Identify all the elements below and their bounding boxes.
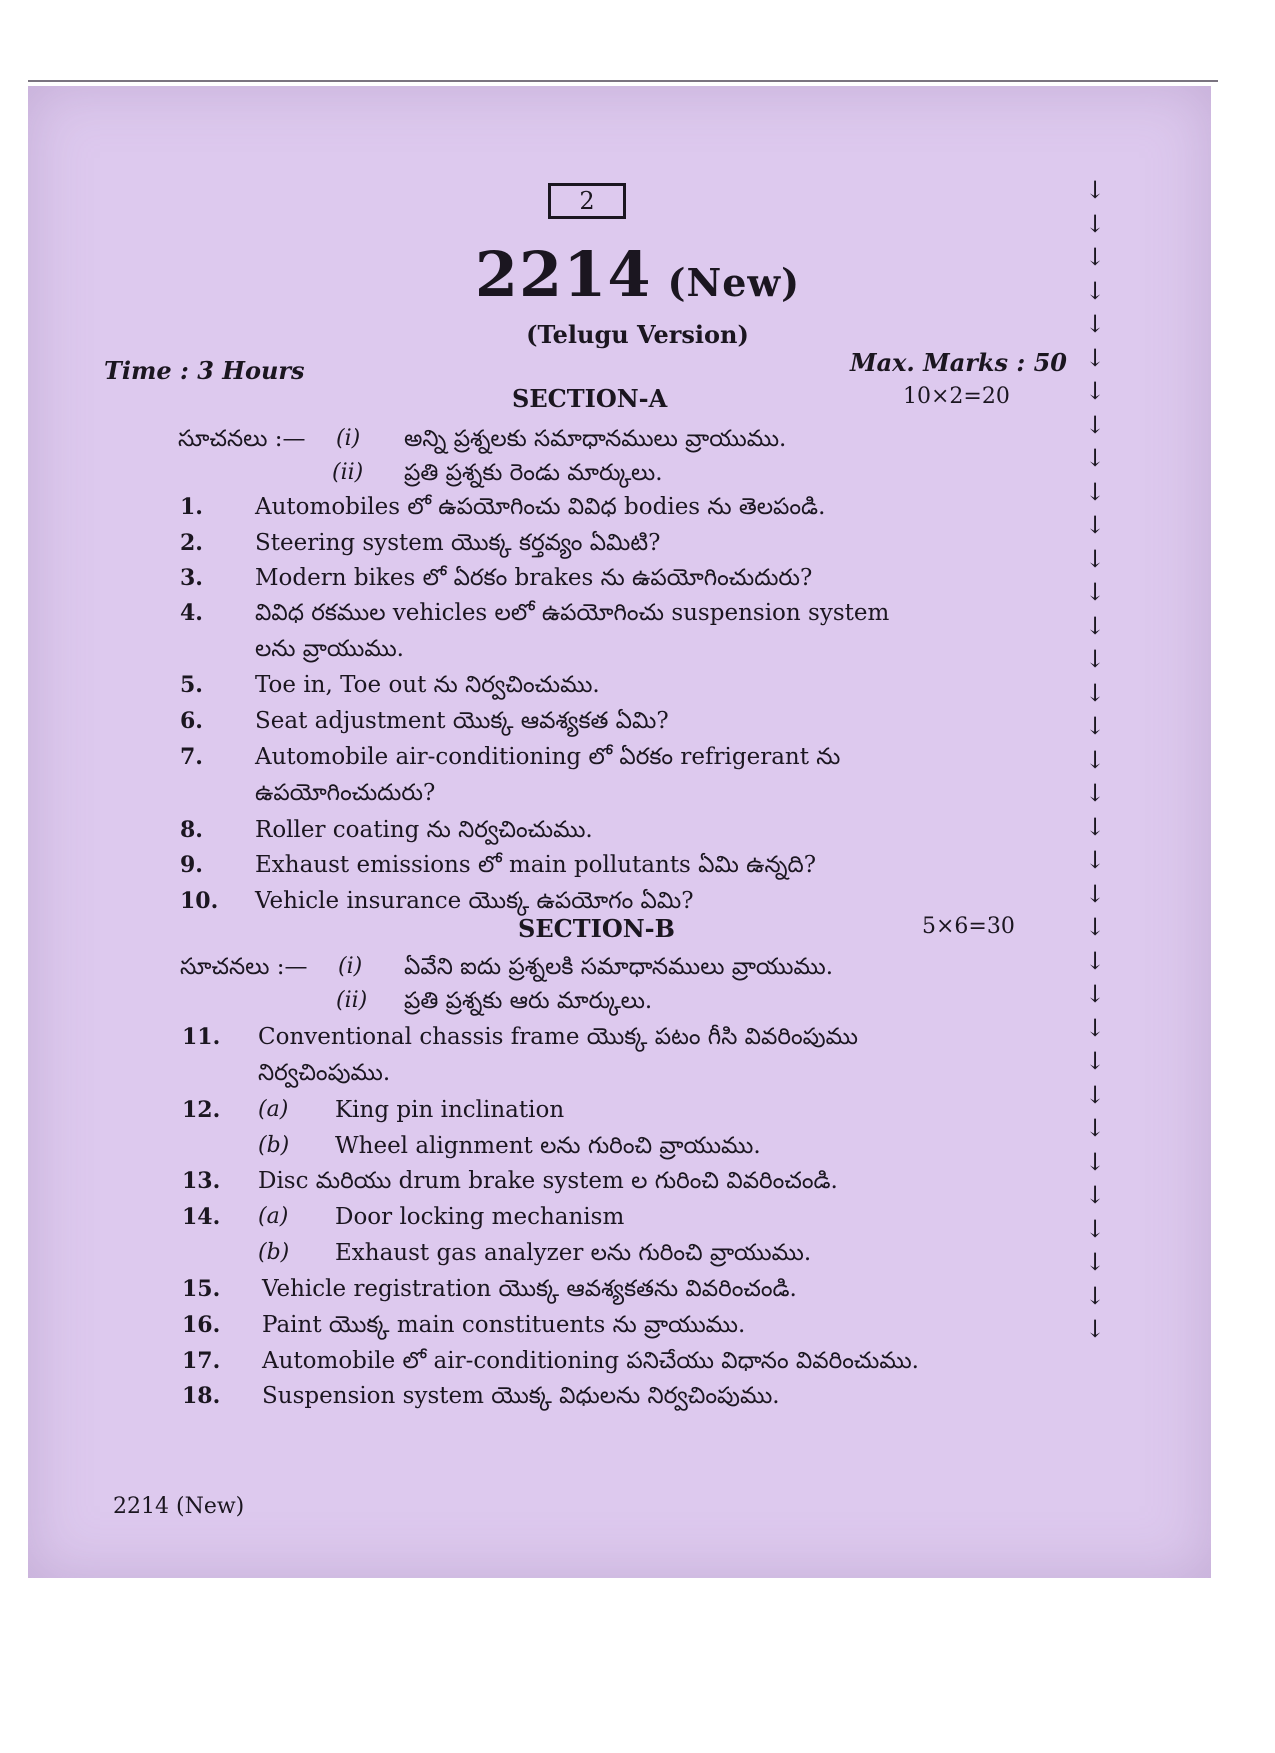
question-text: Modern bikes లో ఏరకం brakes ను ఉపయోగించుదురు? bbox=[255, 565, 813, 591]
section-a-note-1-sub: (i) bbox=[336, 426, 361, 451]
question-number: 16. bbox=[182, 1312, 221, 1338]
section-a-note-2-sub: (ii) bbox=[332, 460, 364, 485]
down-arrow-icon: ↓ bbox=[1084, 176, 1106, 204]
question-number: 6. bbox=[180, 708, 203, 734]
footer-paper-code: 2214 (New) bbox=[113, 1494, 245, 1519]
down-arrow-icon: ↓ bbox=[1084, 1214, 1106, 1243]
down-arrow-icon: ↓ bbox=[1084, 578, 1106, 606]
question-text: వివిధ రకముల vehicles లలో ఉపయోగించు suspension system bbox=[255, 600, 890, 626]
question-text: Steering system యొక్క కర్తవ్యం ఏమిటి? bbox=[255, 530, 661, 556]
question-text: Suspension system యొక్క విధులను నిర్వచింపుము. bbox=[262, 1383, 780, 1409]
question-text-continued: లను వ్రాయుము. bbox=[255, 636, 404, 662]
section-b-marks: 5×6=30 bbox=[922, 914, 1015, 939]
down-arrow-icon: ↓ bbox=[1084, 1248, 1106, 1276]
down-arrow-icon: ↓ bbox=[1084, 712, 1106, 740]
question-text: Disc మరియు drum brake system ల గురించి వివరించండి. bbox=[258, 1168, 838, 1194]
section-b-note-label: సూచనలు :— bbox=[180, 954, 308, 980]
question-number: 7. bbox=[180, 744, 203, 770]
question-number: 4. bbox=[180, 600, 203, 626]
question-number: 5. bbox=[180, 672, 203, 698]
question-text: Conventional chassis frame యొక్క పటం గీసి వివరింపుము bbox=[258, 1024, 858, 1050]
part-text: Exhaust gas analyzer లను గురించి వ్రాయుము. bbox=[335, 1240, 812, 1266]
page-number-box: 2 bbox=[548, 183, 626, 219]
down-arrow-icon: ↓ bbox=[1084, 1080, 1106, 1109]
down-arrow-icon: ↓ bbox=[1084, 1147, 1106, 1176]
down-arrow-icon: ↓ bbox=[1084, 310, 1106, 338]
question-number: 9. bbox=[180, 852, 203, 878]
question-number: 12. bbox=[182, 1097, 221, 1123]
question-number: 1. bbox=[180, 494, 203, 520]
down-arrow-icon: ↓ bbox=[1084, 1281, 1106, 1310]
down-arrow-icon: ↓ bbox=[1084, 611, 1106, 640]
question-text: Toe in, Toe out ను నిర్వచించుము. bbox=[255, 672, 600, 698]
question-text-continued: ఉపయోగించుదురు? bbox=[255, 780, 436, 806]
down-arrow-icon: ↓ bbox=[1084, 1013, 1106, 1042]
down-arrow-icon: ↓ bbox=[1084, 946, 1106, 975]
down-arrow-icon: ↓ bbox=[1084, 779, 1106, 807]
section-b-note-2: ప్రతి ప్రశ్నకు ఆరు మార్కులు. bbox=[404, 988, 653, 1014]
section-a-heading: SECTION-A bbox=[512, 384, 668, 413]
section-b-note-1-sub: (i) bbox=[338, 954, 363, 979]
question-number: 15. bbox=[182, 1276, 221, 1302]
question-text: Automobile లో air-conditioning పనిచేయు విధానం వివరించుము. bbox=[262, 1348, 919, 1374]
part-text: King pin inclination bbox=[335, 1097, 565, 1123]
section-a-marks: 10×2=20 bbox=[903, 384, 1010, 409]
down-arrow-icon: ↓ bbox=[1084, 343, 1106, 372]
part-label: (a) bbox=[258, 1097, 289, 1122]
question-number: 11. bbox=[182, 1024, 221, 1050]
question-number: 17. bbox=[182, 1348, 221, 1374]
down-arrow-icon: ↓ bbox=[1084, 812, 1106, 841]
down-arrow-icon: ↓ bbox=[1084, 1114, 1106, 1142]
down-arrow-icon: ↓ bbox=[1084, 846, 1106, 874]
part-label: (b) bbox=[258, 1133, 290, 1158]
question-number: 10. bbox=[180, 888, 219, 914]
time-label: Time : 3 Hours bbox=[104, 356, 305, 385]
question-text: Vehicle registration యొక్క ఆవశ్యకతను వివరించండి. bbox=[262, 1276, 797, 1302]
question-number: 14. bbox=[182, 1204, 221, 1230]
section-a-note-2: ప్రతి ప్రశ్నకు రెండు మార్కులు. bbox=[404, 460, 663, 486]
down-arrow-icon: ↓ bbox=[1084, 745, 1106, 774]
question-number: 3. bbox=[180, 565, 203, 591]
question-number: 18. bbox=[182, 1383, 221, 1409]
paper-code-number: 2214 bbox=[474, 238, 652, 311]
question-text: Paint యొక్క main constituents ను వ్రాయుము. bbox=[262, 1312, 746, 1338]
question-text: Automobiles లో ఉపయోగించు వివిధ bodies ను తెలపండి. bbox=[255, 494, 826, 520]
question-text: Automobile air-conditioning లో ఏరకం refrigerant ను bbox=[255, 744, 841, 770]
max-marks-label: Max. Marks : 50 bbox=[850, 348, 1068, 377]
margin-arrow-column bbox=[1080, 174, 1110, 1347]
question-text: Vehicle insurance యొక్క ఉపయోగం ఏమి? bbox=[255, 888, 694, 914]
question-text: Seat adjustment యొక్క ఆవశ్యకత ఏమి? bbox=[255, 708, 669, 734]
question-text: Exhaust emissions లో main pollutants ఏమి ఉన్నది? bbox=[255, 852, 817, 878]
down-arrow-icon: ↓ bbox=[1084, 511, 1106, 539]
down-arrow-icon: ↓ bbox=[1084, 544, 1106, 573]
top-rule bbox=[28, 80, 1218, 82]
section-b-note-1: ఏవేని ఐదు ప్రశ్నలకి సమాధానములు వ్రాయుము. bbox=[404, 954, 834, 980]
version-title: (Telugu Version) bbox=[526, 320, 749, 349]
part-text: Wheel alignment లను గురించి వ్రాయుము. bbox=[335, 1133, 761, 1159]
down-arrow-icon: ↓ bbox=[1084, 377, 1106, 405]
down-arrow-icon: ↓ bbox=[1084, 276, 1106, 305]
down-arrow-icon: ↓ bbox=[1084, 1047, 1106, 1075]
down-arrow-icon: ↓ bbox=[1084, 410, 1106, 439]
part-label: (a) bbox=[258, 1204, 289, 1229]
down-arrow-icon: ↓ bbox=[1084, 913, 1106, 941]
down-arrow-icon: ↓ bbox=[1084, 980, 1106, 1008]
down-arrow-icon: ↓ bbox=[1084, 243, 1106, 271]
section-a-note-1: అన్ని ప్రశ్నలకు సమాధానములు వ్రాయుము. bbox=[404, 426, 787, 452]
down-arrow-icon: ↓ bbox=[1084, 209, 1106, 238]
down-arrow-icon: ↓ bbox=[1084, 678, 1106, 707]
down-arrow-icon: ↓ bbox=[1084, 645, 1106, 673]
down-arrow-icon: ↓ bbox=[1084, 1315, 1106, 1343]
section-a-note-label: సూచనలు :— bbox=[178, 426, 306, 452]
part-text: Door locking mechanism bbox=[335, 1204, 625, 1230]
paper-code-version: (New) bbox=[667, 260, 801, 305]
down-arrow-icon: ↓ bbox=[1084, 1181, 1106, 1209]
down-arrow-icon: ↓ bbox=[1084, 477, 1106, 506]
question-number: 13. bbox=[182, 1168, 221, 1194]
down-arrow-icon: ↓ bbox=[1084, 879, 1106, 908]
question-text: Roller coating ను నిర్వచించుము. bbox=[255, 817, 593, 843]
question-number: 8. bbox=[180, 817, 203, 843]
down-arrow-icon: ↓ bbox=[1084, 444, 1106, 472]
question-number: 2. bbox=[180, 530, 203, 556]
section-b-note-2-sub: (ii) bbox=[336, 988, 368, 1013]
part-label: (b) bbox=[258, 1240, 290, 1265]
question-text-continued: నిర్వచింపుము. bbox=[258, 1060, 391, 1086]
section-b-heading: SECTION-B bbox=[518, 914, 675, 943]
